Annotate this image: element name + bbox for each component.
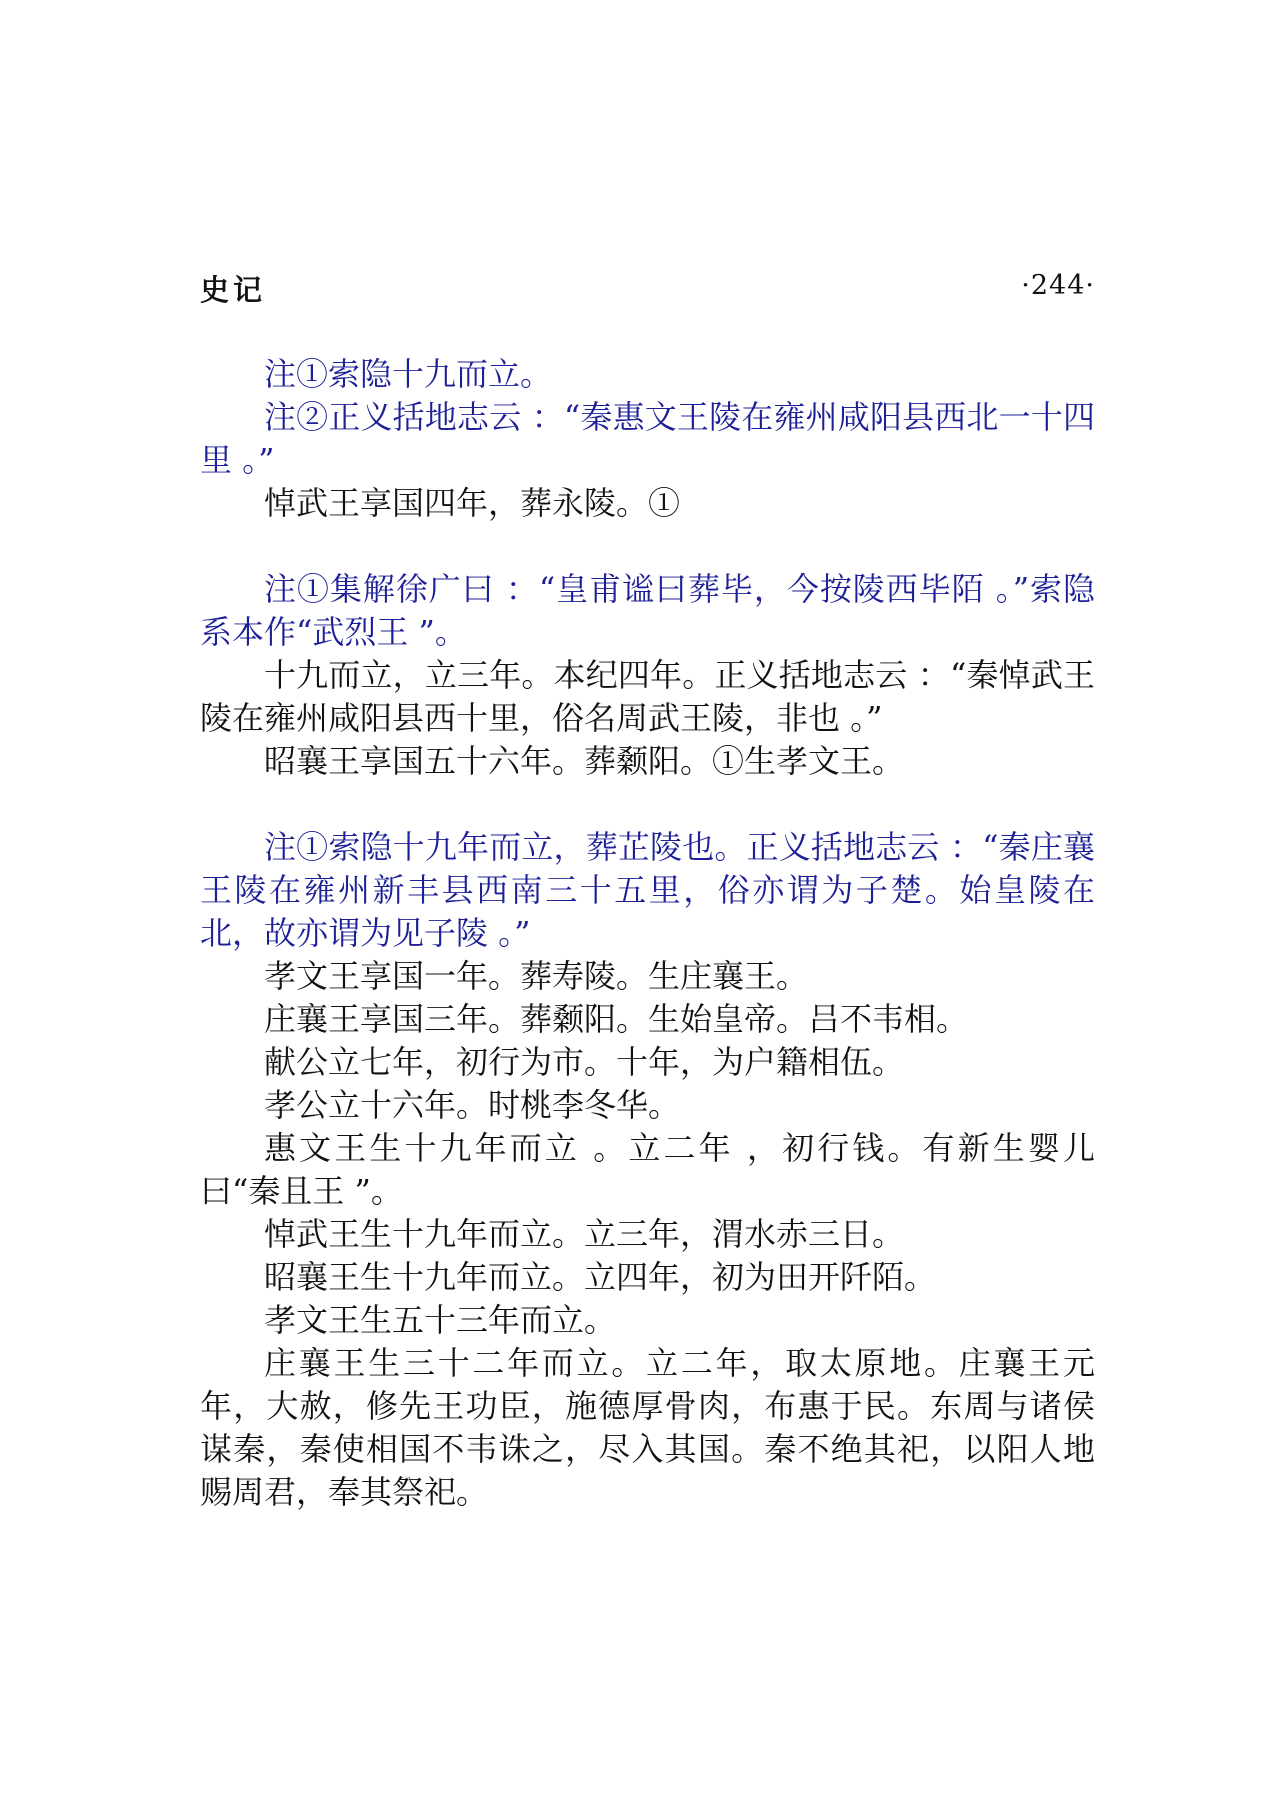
page-header — [200, 268, 1095, 308]
annotation-paragraph: 注①索隐十九而立。 — [264, 355, 553, 393]
annotation-paragraph: 注①集解徐广曰 ：“皇甫谧曰葬毕，今按陵西毕陌 。”索隐系本作“武烈王 ”。 — [200, 570, 1095, 651]
body-paragraph: 悼武王生十九年而立。立三年，渭水赤三日。 — [264, 1215, 905, 1253]
annotation-paragraph: 注①索隐十九年而立，葬芷陵也。正义括地志云 ：“秦庄襄王陵在雍州新丰县西南三十五里，俗亦谓为子楚。始皇陵在北，故亦谓为见子陵 。” — [200, 828, 1095, 952]
body-paragraph: 十九而立，立三年。本纪四年。正义括地志云 ：“秦悼武王陵在雍州咸阳县西十里，俗名周武王陵，非也 。” — [200, 656, 1095, 737]
body-paragraph: 昭襄王生十九年而立。立四年，初为田开阡陌。 — [264, 1258, 937, 1296]
page-content — [200, 353, 1095, 1514]
body-paragraph: 惠文王生十九年而立 。立二年 ，初行钱。有新生婴儿曰“秦且王 ”。 — [200, 1129, 1095, 1210]
body-paragraph: 孝文王享国一年。葬寿陵。生庄襄王。 — [264, 957, 809, 995]
body-paragraph: 孝文王生五十三年而立。 — [264, 1301, 617, 1339]
body-paragraph: 庄襄王享国三年。葬颡阳。生始皇帝。吕不韦相。 — [264, 1000, 969, 1038]
body-paragraph: 悼武王享国四年，葬永陵。① — [264, 484, 681, 522]
body-paragraph: 庄襄王生三十二年而立。立二年，取太原地。庄襄王元年，大赦，修先王功臣，施德厚骨肉，布惠于民。东周与诸侯谋秦，秦使相国不韦诛之，尽入其国。秦不绝其祀，以阳人地赐周君，奉其祭祀。 — [200, 1344, 1095, 1511]
body-paragraph: 昭襄王享国五十六年。葬颡阳。①生孝文王。 — [264, 742, 905, 780]
page-number: ·244· — [1021, 270, 1095, 301]
body-paragraph: 孝公立十六年。时桃李冬华。 — [264, 1086, 681, 1124]
annotation-paragraph: 注②正义括地志云 ：“秦惠文王陵在雍州咸阳县西北一十四里 。” — [200, 398, 1095, 479]
body-paragraph: 献公立七年，初行为市。十年，为户籍相伍。 — [264, 1043, 905, 1081]
book-title: 史记 — [200, 273, 267, 307]
